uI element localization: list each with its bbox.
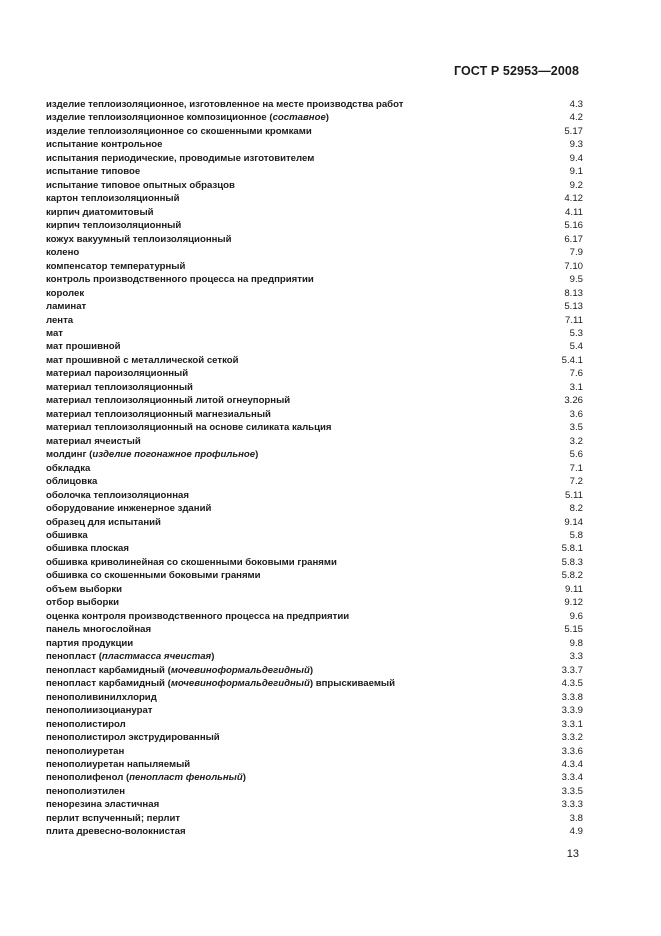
index-reference: 4.12 xyxy=(564,193,583,205)
index-reference: 6.17 xyxy=(564,233,583,245)
index-term xyxy=(46,637,133,650)
index-reference: 7.9 xyxy=(569,247,583,259)
index-reference: 3.3.8 xyxy=(561,691,583,703)
index-entry xyxy=(46,314,583,327)
index-reference: 3.3.5 xyxy=(561,785,583,797)
index-reference: 5.11 xyxy=(565,489,583,501)
index-term xyxy=(46,489,189,502)
index-reference: 5.15 xyxy=(564,624,583,636)
term-fragment: обшивка плоская xyxy=(46,543,129,555)
index-entry xyxy=(46,327,583,340)
term-fragment: объем выборки xyxy=(46,583,123,595)
term-italic-fragment: пластмасса ячеистая xyxy=(101,651,212,663)
index-reference: 8.2 xyxy=(569,503,583,515)
term-fragment: пенополистирол xyxy=(46,718,126,730)
index-reference: 5.13 xyxy=(564,301,583,313)
index-term xyxy=(46,771,246,784)
term-fragment: обшивка xyxy=(46,530,88,541)
index-term xyxy=(46,354,239,367)
term-fragment: испытания периодические, проводимые изготовителем xyxy=(46,152,315,164)
index-entry xyxy=(46,448,583,461)
index-term xyxy=(46,583,122,596)
term-fragment: пенополиуретан напыляемый xyxy=(46,758,191,770)
index-term xyxy=(46,314,73,327)
term-italic-fragment: мочевиноформальдегидный xyxy=(170,678,310,690)
index-term xyxy=(46,111,329,124)
index-entry xyxy=(46,381,583,394)
term-fragment: ) xyxy=(255,449,259,461)
index-term xyxy=(46,138,162,151)
term-fragment: компенсатор температурный xyxy=(46,260,186,272)
term-fragment: кирпич диатомитовый xyxy=(46,206,154,218)
index-entry xyxy=(46,233,583,246)
term-fragment: кожух вакуумный теплоизоляционный xyxy=(46,233,232,245)
index-reference: 9.12 xyxy=(564,597,583,609)
term-fragment: королек xyxy=(46,287,85,299)
index-entry xyxy=(46,664,583,677)
index-term xyxy=(46,327,63,340)
index-term xyxy=(46,798,159,811)
index-reference: 7.11 xyxy=(565,314,583,326)
index-entry xyxy=(46,462,583,475)
term-italic-fragment: составное xyxy=(272,112,326,124)
index-reference: 5.4 xyxy=(569,341,583,353)
index-term xyxy=(46,408,271,421)
term-fragment: пенополиизоцианурат xyxy=(46,705,153,717)
index-entry xyxy=(46,408,583,421)
index-reference: 5.8 xyxy=(569,530,583,541)
index-term xyxy=(46,219,181,232)
index-entry xyxy=(46,273,583,286)
term-fragment: оборудование инженерное зданий xyxy=(46,503,212,515)
term-fragment: обшивка со скошенными боковыми гранями xyxy=(46,570,261,582)
term-fragment: пенопласт карбамидный ( xyxy=(46,664,171,676)
term-fragment: кирпич теплоизоляционный xyxy=(46,220,182,232)
index-reference: 9.1 xyxy=(569,166,583,178)
index-reference: 3.3.7 xyxy=(561,664,583,676)
index-term xyxy=(46,340,121,353)
term-fragment: ) xyxy=(309,664,314,676)
index-term xyxy=(46,623,151,636)
index-entry xyxy=(46,650,583,663)
index-term xyxy=(46,448,258,461)
index-entry xyxy=(46,260,583,273)
index-entry xyxy=(46,623,583,636)
term-fragment: партия продукции xyxy=(46,637,134,649)
index-term xyxy=(46,246,79,259)
term-fragment: материал теплоизоляционный литой огнеупорный xyxy=(46,395,291,407)
index-reference: 3.1 xyxy=(569,381,583,393)
term-fragment: испытание контрольное xyxy=(46,139,163,151)
term-fragment: изделие теплоизоляционное со скошенными кромками xyxy=(46,125,312,137)
index-term xyxy=(46,664,313,677)
index-entry xyxy=(46,516,583,529)
index-entry xyxy=(46,785,583,798)
term-fragment: пенопласт карбамидный ( xyxy=(46,678,171,690)
index-reference: 7.10 xyxy=(564,260,583,272)
index-entry xyxy=(46,596,583,609)
index-reference: 9.14 xyxy=(564,516,583,528)
index-term xyxy=(46,731,220,744)
index-entry xyxy=(46,152,583,165)
index-term xyxy=(46,745,124,758)
index-term xyxy=(46,650,214,663)
index-entry xyxy=(46,354,583,367)
index-reference: 3.3.9 xyxy=(561,705,583,717)
index-term xyxy=(46,206,154,219)
index-entry xyxy=(46,569,583,582)
index-entry xyxy=(46,287,583,300)
index-entry xyxy=(46,206,583,219)
index-reference: 3.3.2 xyxy=(561,732,583,744)
index-term xyxy=(46,502,211,515)
index-entry xyxy=(46,583,583,596)
index-reference: 5.8.3 xyxy=(561,556,583,568)
index-reference: 3.3.4 xyxy=(561,772,583,784)
term-fragment: ) xyxy=(242,772,246,784)
index-entry xyxy=(46,771,583,784)
index-entry xyxy=(46,111,583,124)
index-entry xyxy=(46,367,583,380)
term-italic-fragment: пенопласт фенольный xyxy=(129,772,243,784)
index-reference: 9.3 xyxy=(569,139,583,151)
index-term xyxy=(46,529,88,542)
index-reference: 3.6 xyxy=(569,408,583,420)
index-entry xyxy=(46,421,583,434)
index-term xyxy=(46,192,180,205)
index-reference: 8.13 xyxy=(564,287,583,299)
index-reference: 4.11 xyxy=(565,206,583,218)
index-term xyxy=(46,152,314,165)
index-term xyxy=(46,300,86,313)
term-fragment: материал теплоизоляционный на основе силиката кальция xyxy=(46,422,332,434)
term-fragment: ламинат xyxy=(46,301,87,313)
term-fragment: пенополиэтилен xyxy=(46,785,126,797)
index-reference: 4.3.4 xyxy=(561,758,583,770)
index-term xyxy=(46,704,153,717)
index-term xyxy=(46,125,312,138)
index-entry xyxy=(46,394,583,407)
index-reference: 7.6 xyxy=(569,368,583,380)
index-reference: 5.8.2 xyxy=(561,570,583,582)
term-italic-fragment: изделие погонажное профильное xyxy=(92,449,256,461)
term-fragment: колено xyxy=(46,247,80,259)
term-fragment: материал пароизоляционный xyxy=(46,368,189,380)
index-term xyxy=(46,569,261,582)
index-term xyxy=(46,98,403,111)
index-entry xyxy=(46,475,583,488)
term-fragment: мат прошивной с металлической сеткой xyxy=(46,354,239,366)
index-reference: 4.9 xyxy=(569,826,583,838)
index-entry xyxy=(46,125,583,138)
term-fragment: молдинг ( xyxy=(46,449,93,461)
index-term xyxy=(46,273,314,286)
index-reference: 9.11 xyxy=(565,583,583,595)
index-term xyxy=(46,556,337,569)
term-fragment: пенополистирол экструдированный xyxy=(46,732,220,744)
index-reference: 3.2 xyxy=(569,435,583,447)
index-reference: 5.4.1 xyxy=(561,354,583,366)
index-entry xyxy=(46,246,583,259)
index-reference: 3.5 xyxy=(569,422,583,434)
index-reference: 4.3 xyxy=(569,99,583,110)
index-entry xyxy=(46,529,583,542)
index-reference: 5.3 xyxy=(569,327,583,339)
index-term xyxy=(46,435,141,448)
index-term xyxy=(46,516,161,529)
term-fragment: оболочка теплоизоляционная xyxy=(46,489,189,501)
term-fragment: изделие теплоизоляционное, изготовленное на месте производства работ xyxy=(46,99,404,110)
index-term xyxy=(46,691,157,704)
index-term xyxy=(46,475,97,488)
index-reference: 3.3.1 xyxy=(561,718,583,730)
term-fragment: материал теплоизоляционный магнезиальный xyxy=(46,408,271,420)
index-entry xyxy=(46,718,583,731)
term-fragment: испытание типовое xyxy=(46,166,141,178)
term-fragment: плита древесно-волокнистая xyxy=(46,826,186,838)
document-code: ГОСТ Р 52953—2008 xyxy=(453,64,579,78)
page-number: 13 xyxy=(566,848,579,860)
index-reference: 3.8 xyxy=(569,812,583,824)
index-term xyxy=(46,287,84,300)
index-entry xyxy=(46,502,583,515)
index-reference: 5.8.1 xyxy=(561,543,583,555)
index-term xyxy=(46,812,180,825)
index-term xyxy=(46,758,190,771)
term-fragment: пенополифенол ( xyxy=(46,772,130,784)
index-term xyxy=(46,825,186,838)
term-fragment: образец для испытаний xyxy=(46,516,161,528)
term-fragment: мат xyxy=(46,327,64,339)
term-fragment: пенопласт ( xyxy=(46,651,102,663)
index-entry xyxy=(46,340,583,353)
index-term xyxy=(46,421,331,434)
index-entry xyxy=(46,98,583,111)
index-reference: 9.8 xyxy=(569,637,583,649)
index-term xyxy=(46,462,90,475)
term-fragment: мат прошивной xyxy=(46,341,121,353)
term-fragment: перлит вспученный; перлит xyxy=(46,812,181,824)
term-index-list xyxy=(46,98,583,839)
index-entry xyxy=(46,798,583,811)
index-entry xyxy=(46,165,583,178)
index-entry xyxy=(46,556,583,569)
index-term xyxy=(46,610,349,623)
term-fragment: ) xyxy=(325,112,329,124)
index-reference: 9.2 xyxy=(569,179,583,191)
index-entry xyxy=(46,300,583,313)
term-fragment: оценка контроля производственного процесса на предприятии xyxy=(46,610,350,622)
index-term xyxy=(46,785,125,798)
index-term xyxy=(46,165,140,178)
index-term xyxy=(46,260,185,273)
index-reference: 5.6 xyxy=(569,449,583,461)
index-entry xyxy=(46,758,583,771)
term-fragment: обшивка криволинейная со скошенными боковыми гранями xyxy=(46,556,337,568)
index-entry xyxy=(46,745,583,758)
index-entry xyxy=(46,542,583,555)
term-fragment: панель многослойная xyxy=(46,624,152,636)
term-fragment: контроль производственного процесса на предприятии xyxy=(46,274,314,286)
index-reference: 4.2 xyxy=(569,112,583,124)
term-fragment: ) впрыскиваемый xyxy=(309,678,396,690)
index-term xyxy=(46,233,232,246)
index-entry xyxy=(46,435,583,448)
term-italic-fragment: мочевиноформальдегидный xyxy=(170,664,310,676)
index-reference: 5.17 xyxy=(564,125,583,137)
term-fragment: ) xyxy=(211,651,215,663)
term-fragment: материал теплоизоляционный xyxy=(46,381,193,393)
index-reference: 3.3.6 xyxy=(561,745,583,757)
index-term xyxy=(46,179,235,192)
index-entry xyxy=(46,489,583,502)
index-entry xyxy=(46,691,583,704)
term-fragment: обкладка xyxy=(46,462,91,474)
index-term xyxy=(46,542,129,555)
index-entry xyxy=(46,704,583,717)
term-fragment: испытание типовое опытных образцов xyxy=(46,179,235,191)
term-fragment: картон теплоизоляционный xyxy=(46,193,180,205)
index-entry xyxy=(46,731,583,744)
index-term xyxy=(46,596,119,609)
index-entry xyxy=(46,637,583,650)
index-entry xyxy=(46,610,583,623)
term-fragment: пенополивинилхлорид xyxy=(46,691,157,703)
index-reference: 9.4 xyxy=(569,152,583,164)
term-fragment: материал ячеистый xyxy=(46,435,141,447)
index-entry xyxy=(46,192,583,205)
term-fragment: изделие теплоизоляционное композиционное ( xyxy=(46,112,273,124)
index-term xyxy=(46,381,193,394)
index-reference: 9.5 xyxy=(569,274,583,286)
term-fragment: пенорезина эластичная xyxy=(46,799,160,811)
index-entry xyxy=(46,219,583,232)
term-fragment: лента xyxy=(46,314,74,326)
index-entry xyxy=(46,825,583,838)
term-fragment: отбор выборки xyxy=(46,597,120,609)
index-reference: 3.3.3 xyxy=(561,799,583,811)
index-entry xyxy=(46,677,583,690)
index-reference: 7.1 xyxy=(569,462,583,474)
term-fragment: пенополиуретан xyxy=(46,745,125,757)
index-term xyxy=(46,677,395,690)
index-reference: 7.2 xyxy=(569,476,583,488)
index-entry xyxy=(46,812,583,825)
index-reference: 9.6 xyxy=(569,610,583,622)
index-entry xyxy=(46,138,583,151)
index-reference: 5.16 xyxy=(564,220,583,232)
index-reference: 4.3.5 xyxy=(561,678,583,690)
term-fragment: облицовка xyxy=(46,476,98,488)
index-entry xyxy=(46,179,583,192)
index-term xyxy=(46,718,126,731)
index-term xyxy=(46,367,188,380)
index-reference: 3.3 xyxy=(569,651,583,663)
index-reference: 3.26 xyxy=(564,395,583,407)
index-term xyxy=(46,394,290,407)
